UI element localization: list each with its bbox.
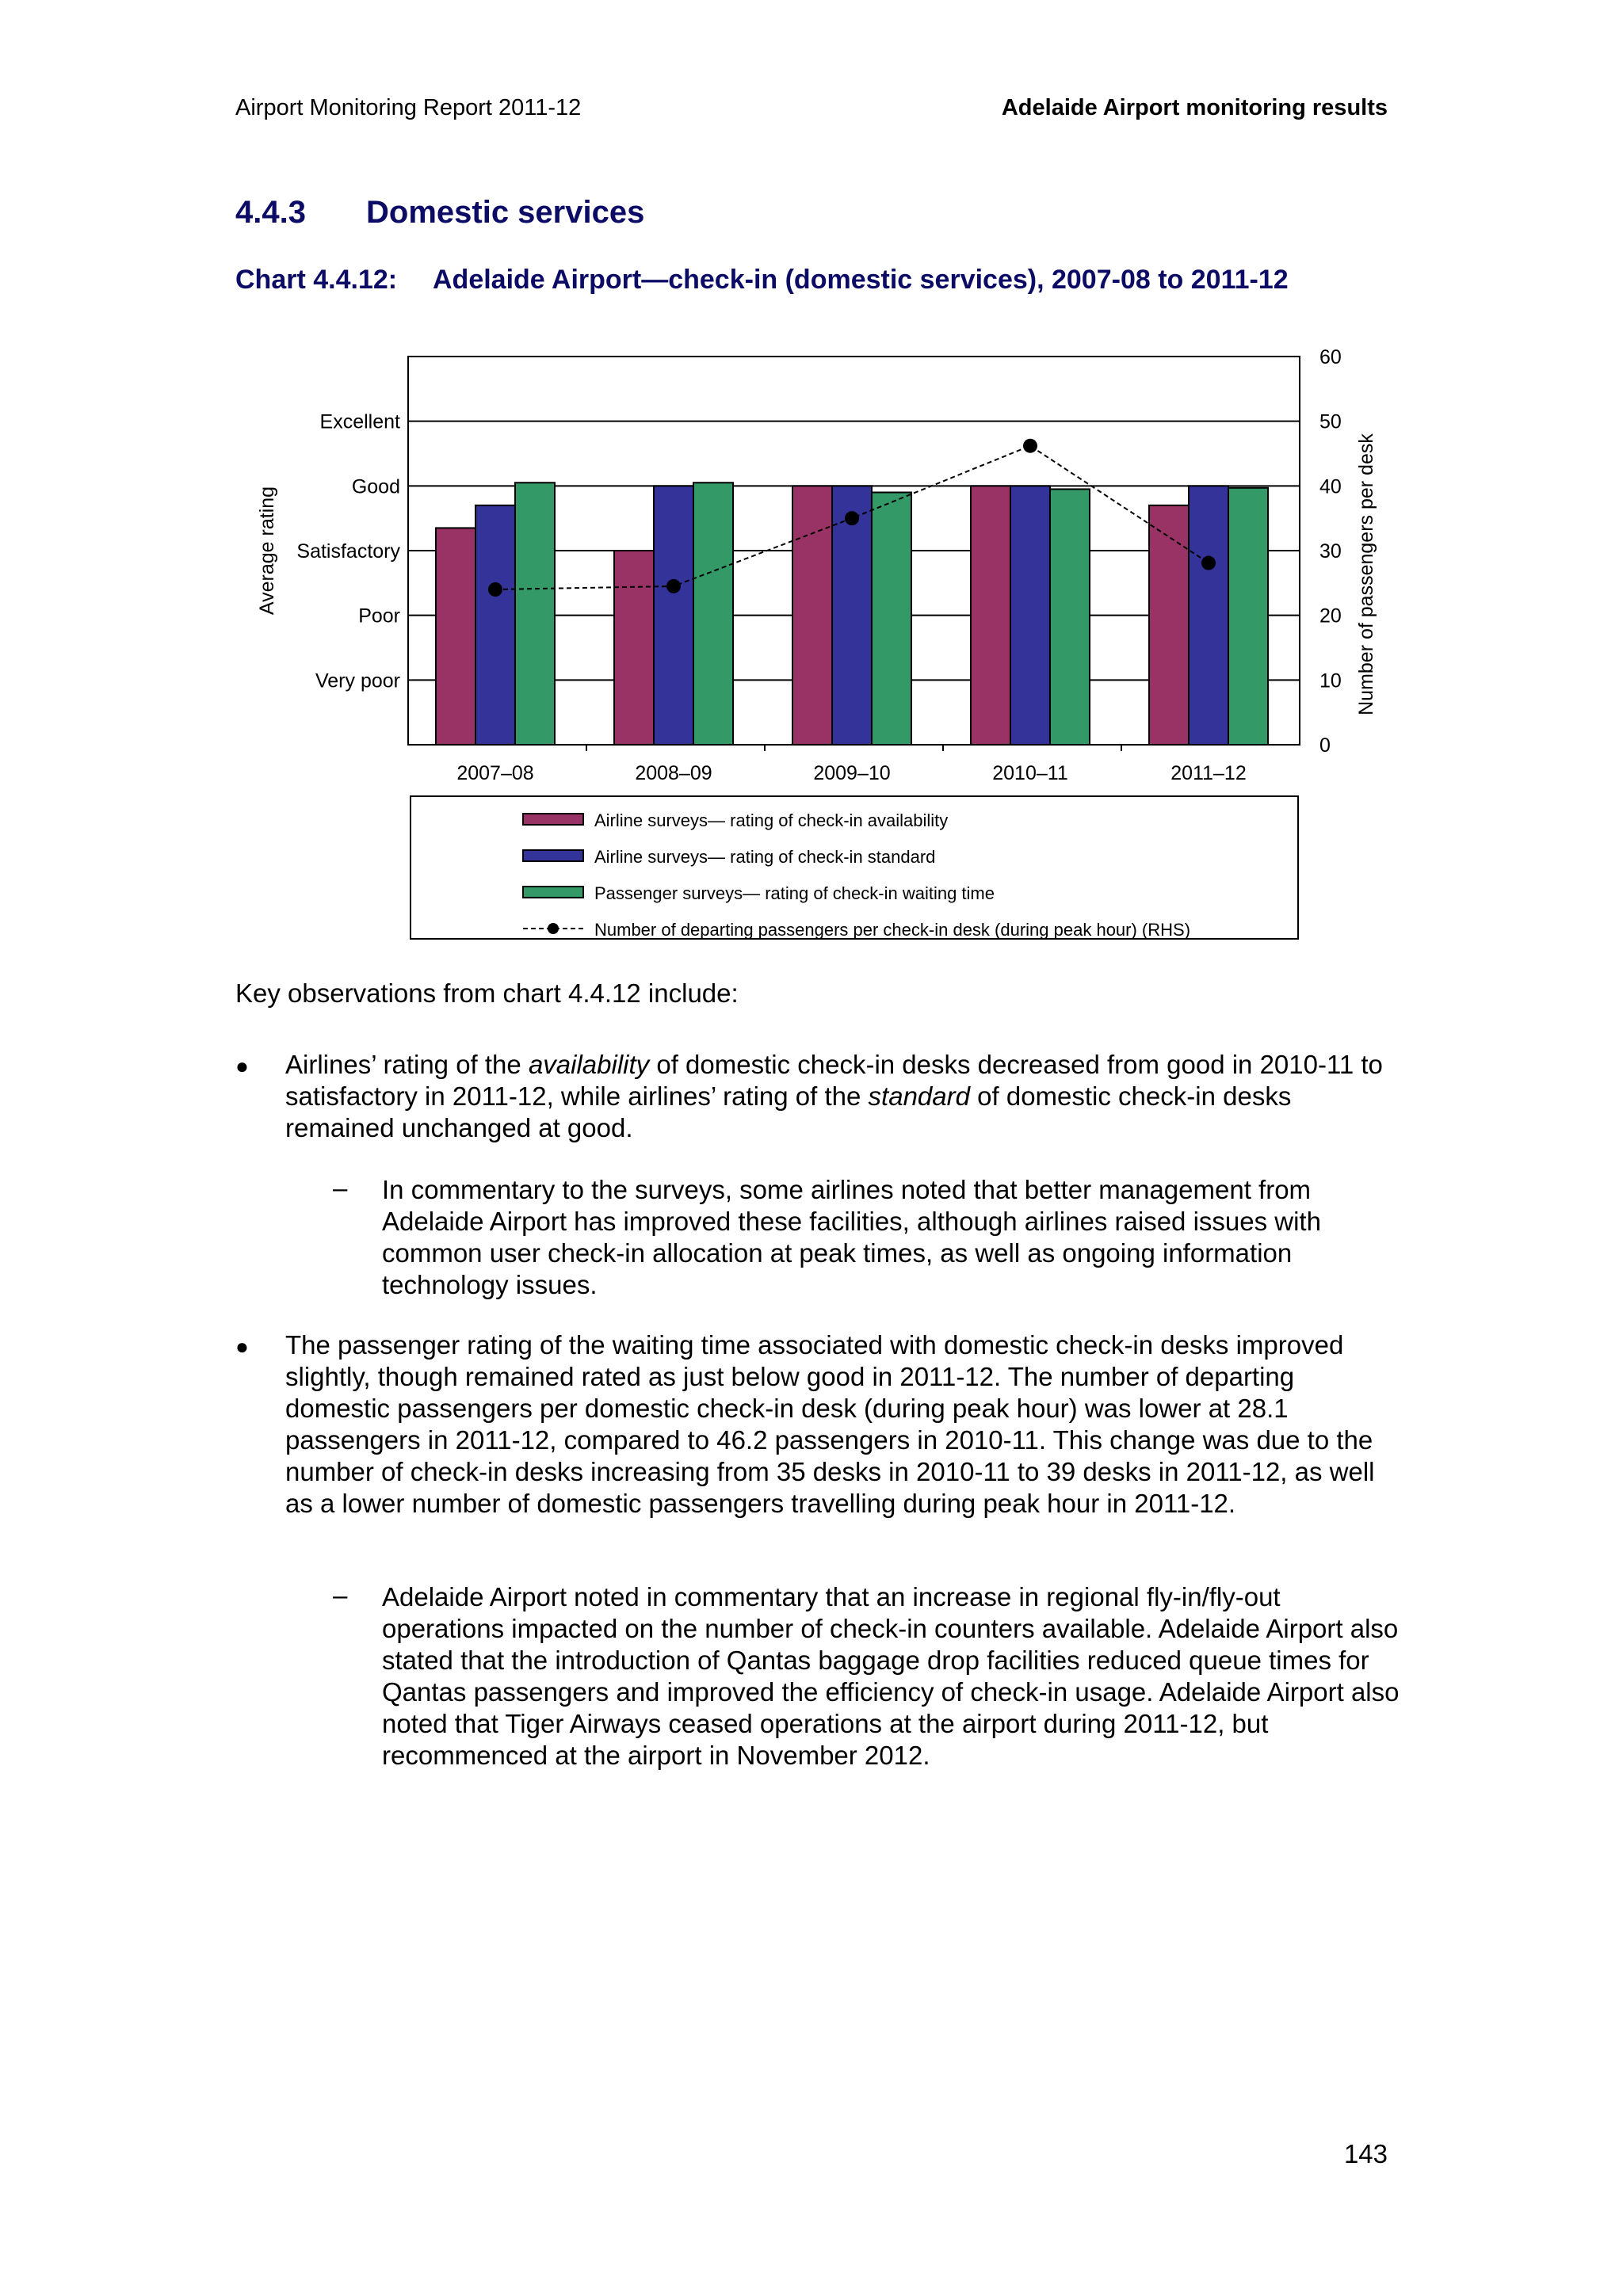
y-tick-label: Very poor <box>315 669 400 692</box>
x-tick-label: 2007–08 <box>456 762 534 784</box>
running-header-left: Airport Monitoring Report 2011-12 <box>235 95 582 120</box>
bar <box>1189 486 1228 745</box>
chart-label: Chart 4.4.12: <box>235 265 398 295</box>
legend-swatch <box>523 850 583 861</box>
y2-tick-label: 50 <box>1319 410 1342 433</box>
chart-title: Adelaide Airport—check-in (domestic services), 2007-08 to 2011-12 <box>433 265 1289 295</box>
y2-tick-label: 10 <box>1319 669 1342 692</box>
bar <box>792 486 832 745</box>
page-number: 143 <box>1343 2139 1388 2168</box>
observation-1-sub: In commentary to the surveys, some airlines noted that better management from Adelaide Airport has improved these facilities, although airlines raised issues with common user check-in allocation at peak times, as well as ongoing information technology issues. <box>382 1175 1321 1299</box>
y-tick-label: Good <box>351 475 400 498</box>
section-number: 4.4.3 <box>235 195 306 230</box>
observation-2: The passenger rating of the waiting time associated with domestic check-in desks improved slightly, though remained rated as just below good in 2011-12. The number of departing domestic passengers per domestic check-in desk (during peak hour) was lower at 28.1 passengers in 2011-12, compared to 46.2 passengers in 2010-11. This change was due to the number of check-in desks increasing from 35 desks in 2010-11 to 39 desks in 2011-12, as well as a lower number of domestic passengers travelling during peak hour in 2011-12. <box>285 1330 1375 1518</box>
legend-swatch-marker <box>548 923 559 934</box>
legend-swatch <box>523 887 583 898</box>
bar <box>614 551 654 745</box>
y2-tick-label: 0 <box>1319 734 1331 757</box>
y2-axis-title: Number of passengers per desk <box>1355 433 1377 715</box>
legend-label: Airline surveys— rating of check-in standard <box>594 847 936 867</box>
line-point <box>1201 556 1216 570</box>
line-point <box>1023 439 1037 453</box>
x-tick-label: 2010–11 <box>992 762 1068 784</box>
chart <box>222 337 1403 951</box>
x-tick-label: 2011–12 <box>1170 762 1247 784</box>
bullet-marker: ● <box>235 1334 249 1359</box>
bar <box>1010 486 1050 745</box>
dash-marker: – <box>333 1581 348 1610</box>
section-title: Domestic services <box>366 195 645 230</box>
line-point <box>666 579 681 593</box>
y2-tick-label: 30 <box>1319 540 1342 563</box>
bar <box>1228 488 1268 745</box>
observation-1: Airlines’ rating of the availability of domestic check-in desks decreased from good in 2010-11 to satisfactory in 2011-12, while airlines’ rating of the standard of domestic check-in desks remained unchanged at good. <box>285 1050 1383 1142</box>
observation-2-sub: Adelaide Airport noted in commentary that an increase in regional fly-in/fly-out operations impacted on the number of check-in counters available. Adelaide Airport also stated that the introduction of Qantas baggage drop facilities reduced queue times for Qantas passengers and improved the efficiency of check-in usage. Adelaide Airport also noted that Tiger Airways ceased operations at the airport during 2011-12, but recommenced at the airport in November 2012. <box>382 1582 1400 1770</box>
y2-tick-label: 20 <box>1319 605 1342 627</box>
bullet-marker: ● <box>235 1054 249 1078</box>
bar <box>475 505 515 745</box>
bar <box>1149 505 1189 745</box>
bar <box>436 528 475 745</box>
bar <box>1050 489 1090 745</box>
bar <box>872 493 911 746</box>
bar <box>971 486 1010 745</box>
y2-tick-label: 40 <box>1319 475 1342 498</box>
y-tick-label: Excellent <box>319 410 400 433</box>
y-axis-title: Average rating <box>256 486 278 616</box>
bar <box>654 486 693 745</box>
running-header-right: Adelaide Airport monitoring results <box>1001 95 1388 120</box>
bar <box>693 482 733 745</box>
legend-label: Number of departing passengers per check-in desk (during peak hour) (RHS) <box>594 920 1191 940</box>
legend-label: Airline surveys— rating of check-in availability <box>594 810 949 830</box>
x-tick-label: 2008–09 <box>635 762 712 784</box>
line-point <box>488 582 502 597</box>
key-observations-intro: Key observations from chart 4.4.12 include: <box>235 978 739 1008</box>
x-tick-label: 2009–10 <box>813 762 891 784</box>
y-tick-label: Satisfactory <box>296 540 400 563</box>
y2-tick-label: 60 <box>1319 346 1342 368</box>
y-tick-label: Poor <box>358 605 400 627</box>
line-point <box>845 511 859 525</box>
bar <box>515 482 555 745</box>
legend-swatch <box>523 814 583 825</box>
dash-marker: – <box>333 1173 348 1203</box>
legend-label: Passenger surveys— rating of check-in waiting time <box>594 883 995 903</box>
